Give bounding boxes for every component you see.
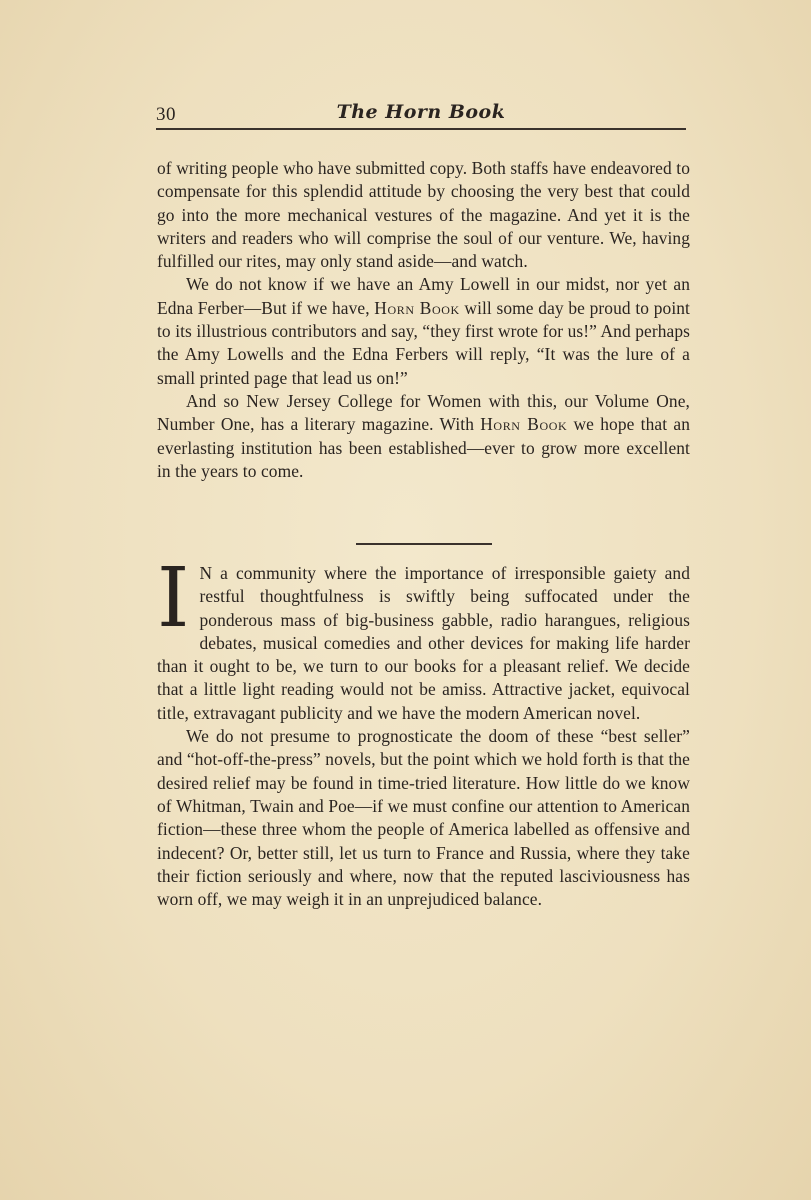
magazine-name: Horn Book [480, 414, 568, 435]
paragraph [157, 551, 690, 725]
running-head: The Horn Book [336, 101, 506, 123]
paragraph [157, 390, 690, 483]
paragraph: of writing people who have submitted copy. Both staffs have endeavored to compensate for this splendid attitude by choosing the very best that could go into the more mechanical vestures of the magazine. And yet it is the writers and readers who will comprise the soul of our venture. We, having fulfilled our rites, may only stand aside—and watch. [157, 158, 690, 272]
header-rule [156, 128, 686, 130]
editorial-section [157, 157, 690, 483]
paragraph-text: We do not know if we have an Amy Lowell in our midst, nor yet an Edna Ferber—But if we have, [157, 274, 690, 318]
essay-section [157, 551, 690, 911]
page-number: 30 [156, 104, 176, 125]
paragraph-text: N a community where the importance of irresponsible gaiety and restful thoughtfulness is swiftly being suffocated under the ponderous mass of big-business gabble, radio harangues, religious debates, musical comedies and other devices for making life harder than it ought to be, we turn to our books for a pleasant relief. We decide that a little light reading would not be amiss. Attractive jacket, equivocal title, extravagant publicity and we have the modern American novel. [157, 563, 690, 723]
drop-cap: I [157, 551, 190, 646]
page-header [156, 100, 686, 130]
paragraph-text: we hope that an everlasting institution has been established—ever to grow more excellent in the years to come. [157, 414, 690, 481]
section-divider [356, 543, 492, 545]
paragraph-text: And so New Jersey College for Women with this, our Volume One, Number One, has a literary magazine. With [157, 390, 690, 435]
paragraph-text: will some day be proud to point to its illustrious contributors and say, “they first wrote for us!” And perhaps the Amy Lowells and the Edna Ferbers will reply, “It was the lure of a small printed page that lead us on!” [157, 297, 690, 388]
paragraph: We do not presume to prognosticate the doom of these “best seller” and “hot-off-the-press” novels, but the point which we hold forth is that the desired relief may be found in time-tried literature. How little do we know of Whitman, Twain and Poe—if we must confine our attention to American fiction—these three whom the people of America labelled as offensive and indecent? Or, better still, let us turn to France and Russia, where they take their fiction seriously and where, now that the reputed lasciviousness has worn off, we may weigh it in an unprejudiced balance. [157, 726, 690, 910]
magazine-name: Horn Book [374, 297, 460, 318]
paragraph [157, 273, 690, 389]
